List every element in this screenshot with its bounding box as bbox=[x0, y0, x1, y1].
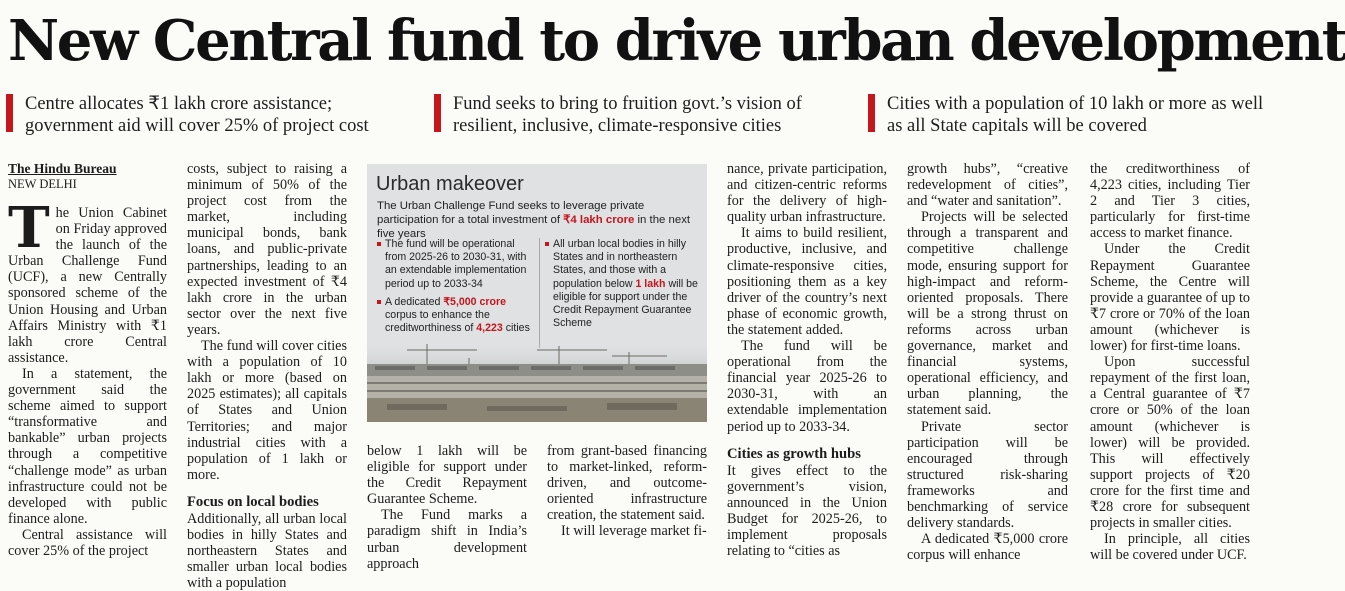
infobox-intro bbox=[377, 199, 701, 241]
infobox-intro-text: in the next five years bbox=[377, 214, 691, 240]
article-column-2 bbox=[187, 161, 347, 591]
subhead: Focus on local bodies bbox=[187, 493, 319, 510]
byline: The Hindu Bureau bbox=[8, 161, 117, 176]
deck-2 bbox=[434, 93, 854, 137]
paragraph: growth hubs”, “creative redevelopment of cities”, and “water and sanitation”. bbox=[907, 161, 1068, 210]
deck-text: Centre allocates ₹1 lakh crore assistance; government aid will cover 25% of project cost bbox=[25, 94, 369, 136]
infobox-bullet bbox=[377, 296, 535, 336]
deck-text: Fund seeks to bring to fruition govt.’s vision of resilient, inclusive, climate-responsive cities bbox=[453, 94, 802, 136]
infobox-bullet-highlight: 1 lakh bbox=[635, 277, 666, 290]
bullet-square-icon bbox=[377, 242, 381, 246]
paragraph: Upon successful repayment of the first loan, a Central guarantee of ₹7 crore or 50% of the loan amount (whichever is lower) will be provided. This will effectively support projects of ₹20 crore for the first time and ₹28 crore for subsequent projects in smaller cities. bbox=[1090, 354, 1250, 532]
infobox-bullet-text: A dedicated bbox=[385, 296, 444, 308]
paragraph: costs, subject to raising a minimum of 50% of the project cost from the market, including municipal bonds, bank loans, and public-private partnerships, leading to an expected investment of ₹4 lakh crore in the urban sector over the next five years. bbox=[187, 161, 347, 338]
deck-3 bbox=[868, 93, 1268, 137]
infobox-bullet-highlight: ₹5,000 crore bbox=[443, 296, 507, 308]
paragraph: The fund will cover cities with a population of 10 lakh or more (based on 2025 estimates); all capitals of States and Union Territories; and major industrial cities with a population of 1 lakh or more. bbox=[187, 338, 347, 483]
paragraph: It aims to build resilient, productive, inclusive, and climate-responsive cities, positioning them as a key driver of the country’s next phase of economic growth, the statement added. bbox=[727, 225, 887, 338]
infobox-urban-makeover bbox=[367, 164, 707, 422]
paragraph: below 1 lakh will be eligible for support under the Credit Repayment Guarantee Scheme. bbox=[367, 443, 527, 508]
drop-cap: T bbox=[8, 195, 50, 261]
infobox-intro-text: The Urban Challenge Fund seeks to leverage private participation for a total investment of bbox=[377, 200, 645, 226]
deck-text: Cities with a population of 10 lakh or more as well as all State capitals will be covered bbox=[887, 94, 1264, 136]
subhead: Cities as growth hubs bbox=[727, 445, 861, 462]
paragraph: from grant-based financing to market-linked, reform-driven, and outcome-oriented infrastructure creation, the statement said. bbox=[547, 443, 707, 524]
paragraph: The Fund marks a paradigm shift in India’s urban development approach bbox=[367, 507, 527, 572]
infobox-bullet-text: corpus to enhance the creditworthiness of bbox=[385, 309, 490, 335]
deck-bar bbox=[6, 94, 13, 132]
paragraph: the creditworthiness of 4,223 cities, including Tier 2 and Tier 3 cities, particularly for first-time access to market finance. bbox=[1090, 161, 1250, 242]
lead-text: he Union Cabinet on Friday approved the launch of the Urban Challenge Fund (UCF), a new Centrally sponsored scheme of the Union Housing and Urban Affairs Ministry with ₹1 lakh crore Central assistance. bbox=[8, 205, 167, 366]
deck-bar bbox=[868, 94, 875, 132]
article-column-3a bbox=[367, 443, 527, 572]
deck-bar bbox=[434, 94, 441, 132]
infobox-intro-highlight: ₹4 lakh crore bbox=[563, 214, 635, 226]
article-column-1 bbox=[8, 161, 167, 559]
paragraph: Central assistance will cover 25% of the project bbox=[8, 526, 167, 559]
article-column-4 bbox=[727, 161, 887, 559]
infobox-divider bbox=[539, 238, 540, 348]
paragraph: It gives effect to the government’s vision, announced in the Union Budget for 2025-26, to implement proposals relating to “cities as bbox=[727, 462, 887, 560]
paragraph: In principle, all cities will be covered under UCF. bbox=[1090, 531, 1250, 564]
paragraph: Under the Credit Repayment Guarantee Scheme, the Centre will provide a guarantee of up to ₹7 crore or 70% of the loan amount (whichever is lower) for first-time loans. bbox=[1090, 241, 1250, 355]
paragraph: In a statement, the government said the scheme aimed to support “transformative and bankable” urban projects through a competitive “challenge mode” as urban infrastructure could not be developed with public finance alone. bbox=[8, 365, 167, 527]
lead-paragraph bbox=[8, 195, 167, 366]
infobox-bullet bbox=[377, 238, 535, 291]
headline: New Central fund to drive urban development bbox=[8, 8, 1345, 74]
article-column-6 bbox=[1090, 161, 1250, 563]
article-column-3b bbox=[547, 443, 707, 540]
paragraph: Additionally, all urban local bodies in hilly States and northeastern States and smaller urban local bodies with a population bbox=[187, 510, 347, 591]
infobox-bullet-highlight: 4,223 bbox=[476, 322, 503, 335]
deck-1 bbox=[6, 93, 406, 137]
paragraph: Projects will be selected through a transparent and competitive challenge mode, ensuring support for high-impact and reform-oriented proposals. There will be a strong thrust on reforms across urban governance, market and financial systems, operational efficiency, and urban planning, the statement said. bbox=[907, 209, 1068, 419]
paragraph: Private sector participation will be encouraged through structured risk-sharing frameworks and benchmarking of service delivery standards. bbox=[907, 418, 1068, 532]
infobox-bullet-text: The fund will be operational from 2025-26 to 2030-31, with an extendable implementation period up to 2033-34 bbox=[385, 238, 527, 290]
infobox-bullet-text: will be eligible for support under the Credit Repayment Guarantee Scheme bbox=[553, 277, 698, 330]
infobox-bullet-text: cities bbox=[502, 322, 530, 335]
infobox-bullet bbox=[545, 238, 703, 330]
paragraph: A dedicated ₹5,000 crore corpus will enhance bbox=[907, 531, 1068, 564]
construction-site-photo bbox=[367, 344, 707, 422]
article-column-5 bbox=[907, 161, 1068, 563]
bullet-square-icon bbox=[545, 242, 549, 246]
paragraph: nance, private participation, and citizen-centric reforms for the delivery of high-quality urban infrastructure. bbox=[727, 161, 887, 226]
infobox-bullet-text: All urban local bodies in hilly States and in northeastern States, and those with a population below bbox=[553, 238, 687, 290]
paragraph: The fund will be operational from the financial year 2025-26 to 2030-31, with an extendable implementation period up to 2033-34. bbox=[727, 338, 887, 435]
paragraph: It will leverage market fi- bbox=[561, 523, 707, 540]
bullet-square-icon bbox=[377, 300, 381, 304]
infobox-title: Urban makeover bbox=[376, 173, 524, 195]
dateline: NEW DELHI bbox=[8, 177, 77, 191]
